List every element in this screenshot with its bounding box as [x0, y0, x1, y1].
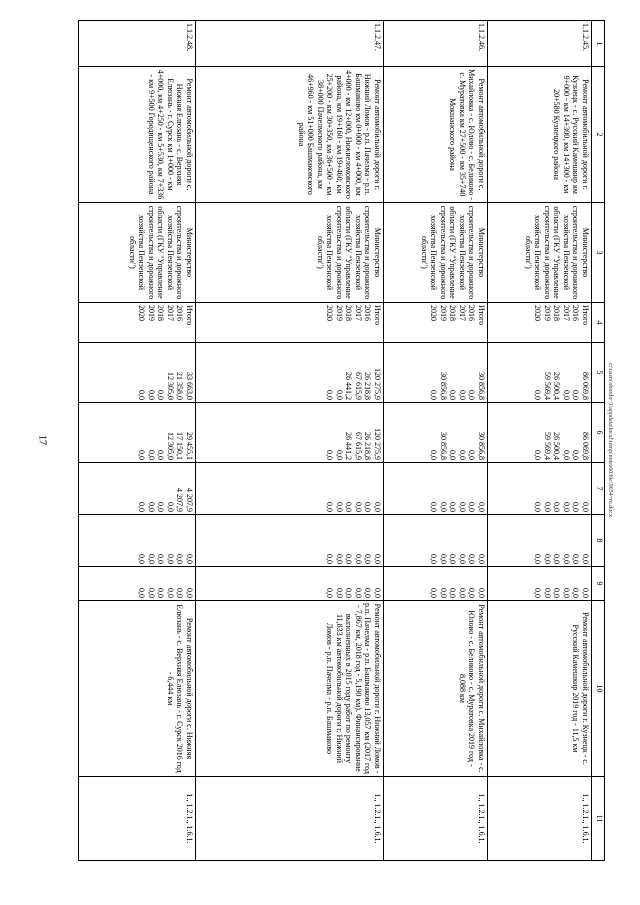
total-amount-value: 26 441,2: [344, 372, 354, 400]
total-amount: [384, 343, 488, 403]
local-budget-value: 0,0: [335, 554, 344, 564]
federal-budget: [196, 463, 384, 515]
federal-budget: [384, 463, 488, 515]
year-value: 2016: [175, 305, 185, 321]
year-value: Итого: [477, 305, 486, 326]
other-sources-value: 0,0: [373, 588, 382, 598]
col-header-5: 5: [592, 343, 605, 403]
expected-result: Ремонт автомобильной дороги г. Кузнецк - с. Русский Камешкир 2019 год - 11,5 км: [488, 601, 592, 777]
regional-budget-value: 67 615,9: [354, 432, 363, 460]
total-amount-value: 0,0: [533, 390, 543, 400]
expected-result: Ремонт автомобильной дороги г. Нижний Ломов - р.п. Пачелма - р.п. Башмаково 13,057 км (2017 год - 7,867 км, 2018 год - 5,190 км). Финансирование выполненных в 2015 году работ по ремонту 11,833 км автомобильной дороги г. Нижний Ломов - р.п. Пачелма - р.п. Башмаково: [196, 601, 384, 777]
local-budget-value: 0,0: [185, 554, 194, 564]
total-amount-value: 86 069,8: [581, 372, 590, 400]
federal-budget-value: 4 207,9: [175, 488, 185, 512]
federal-budget-value: 0,0: [533, 502, 543, 512]
federal-budget-value: 0,0: [562, 502, 571, 512]
local-budget-value: 0,0: [571, 554, 581, 564]
local-budget-value: 0,0: [581, 554, 590, 564]
year-value: 2019: [543, 305, 552, 321]
regional-budget-value: 0,0: [156, 450, 166, 460]
other-sources: [196, 567, 384, 601]
federal-budget: [79, 463, 196, 515]
total-amount-value: 0,0: [571, 390, 581, 400]
regional-budget-value: 0,0: [562, 450, 571, 460]
year: [488, 303, 592, 343]
customer: Министерство строительства и дорожного хозяйства Пензенской области (ГКУ "Управление строительства и дорожного хозяйства Пензенской области"): [488, 203, 592, 303]
federal-budget-value: 0,0: [325, 502, 335, 512]
total-amount-value: 120 275,9: [373, 368, 382, 400]
year-value: 2019: [335, 305, 344, 321]
regional-budget-value: 0,0: [448, 450, 458, 460]
table-row: [488, 21, 592, 861]
local-budget-value: 0,0: [439, 554, 448, 564]
regional-budget-value: 0,0: [467, 450, 477, 460]
table-row: [196, 21, 384, 861]
year-value: 2017: [562, 305, 571, 321]
other-sources-value: 0,0: [543, 588, 552, 598]
federal-budget-value: 4 207,9: [185, 488, 194, 512]
expected-result: Ремонт автомобильной дороги с. Нижняя Елюзань - с. Верхняя Елюзань - г. Сурск 2016 год - 6,444 км: [79, 601, 196, 777]
federal-budget-value: 0,0: [448, 502, 458, 512]
total-amount-value: 0,0: [147, 390, 156, 400]
other-sources-value: 0,0: [363, 588, 373, 598]
total-amount-value: 0,0: [137, 390, 147, 400]
year-value: 2020: [533, 305, 543, 321]
other-sources-value: 0,0: [147, 588, 156, 598]
regional-budget-value: 0,0: [533, 450, 543, 460]
col-header-2: 2: [592, 67, 605, 203]
federal-budget-value: 0,0: [552, 502, 562, 512]
year-value: 2019: [147, 305, 156, 321]
total-amount-value: 0,0: [325, 390, 335, 400]
table-row: [79, 21, 196, 861]
other-sources-value: 0,0: [477, 588, 486, 598]
other-sources-value: 0,0: [552, 588, 562, 598]
federal-budget-value: 0,0: [429, 502, 439, 512]
regional-budget-value: 0,0: [137, 450, 147, 460]
col-header-8: 8: [592, 515, 605, 567]
regional-budget: [384, 403, 488, 463]
total-amount-value: 12 305,0: [166, 372, 175, 400]
year-value: 2020: [429, 305, 439, 321]
local-budget: [79, 515, 196, 567]
footer-path: c:\users\sbordo~1\appdata\local\temp\notes6030c\9654~ru.docx: [607, 363, 613, 517]
other-sources-value: 0,0: [175, 588, 185, 598]
year-value: 2016: [363, 305, 373, 321]
total-amount-value: 21 358,0: [175, 372, 185, 400]
year-value: 2017: [166, 305, 175, 321]
other-sources-value: 0,0: [156, 588, 166, 598]
federal-budget-value: 0,0: [354, 502, 363, 512]
table-row: [384, 21, 488, 861]
other-sources-value: 0,0: [562, 588, 571, 598]
regional-budget-value: 120 275,9: [373, 428, 382, 460]
row-id: 1.1.2.47.: [196, 21, 384, 67]
year-value: 2018: [448, 305, 458, 321]
total-amount-value: 0,0: [467, 390, 477, 400]
local-budget: [488, 515, 592, 567]
year: [79, 303, 196, 343]
year-value: 2018: [344, 305, 354, 321]
local-budget-value: 0,0: [448, 554, 458, 564]
local-budget-value: 0,0: [156, 554, 166, 564]
regional-budget-value: 0,0: [335, 450, 344, 460]
other-sources-value: 0,0: [166, 588, 175, 598]
federal-budget-value: 0,0: [571, 502, 581, 512]
year-value: Итого: [581, 305, 590, 326]
federal-budget-value: 0,0: [147, 502, 156, 512]
expected-result: Ремонт автомобильной дороги с. Михайловка - с. Юлово - с. Беликово - с. Муратовка 2019 год - 8,088 км: [384, 601, 488, 777]
regional-budget-value: 0,0: [458, 450, 467, 460]
federal-budget-value: 0,0: [137, 502, 147, 512]
federal-budget-value: 0,0: [166, 502, 175, 512]
year-value: 2017: [354, 305, 363, 321]
regional-budget: [488, 403, 592, 463]
year-value: 2020: [325, 305, 335, 321]
activity-name: Ремонт автомобильной дороги г. Нижний Ломов - р.п. Пачелма - р.п. Башмаково км 0+000 - км 4+000, км 4+000 - км 12+000, Нижнеломовского района, км 19+160 - км 19+460, км 25+200 - км 30+350, км 36+500 - км 38+000 Пачелмского района, км 46+960 - км 51+000 Башмаковского района: [196, 67, 384, 203]
local-budget-value: 0,0: [533, 554, 543, 564]
indicators: 1., 1.2.1., 1.6.1.: [196, 777, 384, 861]
total-amount-value: 33 663,0: [185, 372, 194, 400]
other-sources: [384, 567, 488, 601]
other-sources-value: 0,0: [533, 588, 543, 598]
federal-budget-value: 0,0: [335, 502, 344, 512]
other-sources-value: 0,0: [581, 588, 590, 598]
total-amount-value: 0,0: [458, 390, 467, 400]
table-body: [79, 21, 592, 861]
federal-budget-value: 0,0: [363, 502, 373, 512]
local-budget-value: 0,0: [175, 554, 185, 564]
header-row: [592, 21, 605, 861]
regional-budget-value: 29 455,1: [185, 432, 194, 460]
col-header-10: 10: [592, 601, 605, 777]
federal-budget-value: 0,0: [439, 502, 448, 512]
other-sources-value: 0,0: [137, 588, 147, 598]
regional-budget: [79, 403, 196, 463]
customer: Министерство строительства и дорожного хозяйства Пензенской области (ГКУ "Управление строительства и дорожного хозяйства Пензенской области"): [384, 203, 488, 303]
total-amount-value: 0,0: [448, 390, 458, 400]
local-budget-value: 0,0: [166, 554, 175, 564]
col-header-7: 7: [592, 463, 605, 515]
other-sources-value: 0,0: [185, 588, 194, 598]
year-value: 2016: [467, 305, 477, 321]
other-sources-value: 0,0: [344, 588, 354, 598]
regional-budget-value: 0,0: [571, 450, 581, 460]
customer: Министерство строительства и дорожного хозяйства Пензенской области (ГКУ "Управление строительства и дорожного хозяйства Пензенской области"): [79, 203, 196, 303]
other-sources-value: 0,0: [429, 588, 439, 598]
local-budget-value: 0,0: [467, 554, 477, 564]
year-value: 2020: [137, 305, 147, 321]
col-header-3: 3: [592, 203, 605, 303]
col-header-4: 4: [592, 303, 605, 343]
other-sources-value: 0,0: [325, 588, 335, 598]
regional-budget-value: 0,0: [429, 450, 439, 460]
regional-budget: [196, 403, 384, 463]
total-amount-value: 0,0: [156, 390, 166, 400]
total-amount-value: 30 856,8: [439, 372, 448, 400]
program-table: [78, 20, 605, 861]
indicators: 1., 1.2.1., 1.6.1.: [79, 777, 196, 861]
year-value: 2018: [552, 305, 562, 321]
col-header-1: 1: [592, 21, 605, 67]
local-budget-value: 0,0: [543, 554, 552, 564]
year-value: 2019: [439, 305, 448, 321]
federal-budget-value: 0,0: [543, 502, 552, 512]
local-budget-value: 0,0: [344, 554, 354, 564]
regional-budget-value: 86 069,8: [581, 432, 590, 460]
total-amount-value: 30 856,8: [477, 372, 486, 400]
federal-budget-value: 0,0: [458, 502, 467, 512]
federal-budget-value: 0,0: [477, 502, 486, 512]
indicators: 1., 1.2.1., 1.6.1.: [384, 777, 488, 861]
local-budget-value: 0,0: [429, 554, 439, 564]
year: [196, 303, 384, 343]
local-budget: [196, 515, 384, 567]
total-amount-value: 26 218,8: [363, 372, 373, 400]
other-sources-value: 0,0: [458, 588, 467, 598]
other-sources-value: 0,0: [467, 588, 477, 598]
total-amount: [79, 343, 196, 403]
col-header-6: 6: [592, 403, 605, 463]
activity-name: Ремонт автомобильной дороги г. Кузнецк - с. Русский Камешкир км 9+000 - км 14+300, км 14+300 - км 20+580 Кузнецкого района: [488, 67, 592, 203]
activity-name: Ремонт автомобильной дороги с. Михайловка - с. Юлово - с. Беликово - с. Муратовка км 27+500 - км 35+740 Мокшанского района: [384, 67, 488, 203]
row-id: 1.1.2.46.: [384, 21, 488, 67]
total-amount-value: 0,0: [335, 390, 344, 400]
local-budget-value: 0,0: [562, 554, 571, 564]
local-budget-value: 0,0: [325, 554, 335, 564]
other-sources-value: 0,0: [571, 588, 581, 598]
local-budget-value: 0,0: [373, 554, 382, 564]
federal-budget-value: 0,0: [156, 502, 166, 512]
total-amount-value: 0,0: [429, 390, 439, 400]
total-amount-value: 67 615,9: [354, 372, 363, 400]
year-value: Итого: [185, 305, 194, 326]
year-value: 2018: [156, 305, 166, 321]
federal-budget-value: 0,0: [581, 502, 590, 512]
regional-budget-value: 26 500,4: [552, 432, 562, 460]
other-sources: [488, 567, 592, 601]
regional-budget-value: 0,0: [325, 450, 335, 460]
total-amount-value: 26 500,4: [552, 372, 562, 400]
regional-budget-value: 30 856,8: [477, 432, 486, 460]
regional-budget-value: 17 150,1: [175, 432, 185, 460]
activity-name: Ремонт автомобильной дороги с. Нижняя Елюзань - с. Верхняя Елюзань - г. Сурск км 1+000 - км 4+000, км 4+250 - км 5+530, км 7+336 - км 9+500 Городищенского района: [79, 67, 196, 203]
other-sources-value: 0,0: [448, 588, 458, 598]
indicators: 1., 1.2.1., 1.6.1.: [488, 777, 592, 861]
page-number: 17: [36, 435, 48, 445]
local-budget-value: 0,0: [458, 554, 467, 564]
year-value: 2016: [571, 305, 581, 321]
total-amount: [488, 343, 592, 403]
regional-budget-value: 12 305,0: [166, 432, 175, 460]
table-frame: [80, 20, 605, 860]
regional-budget-value: 26 441,2: [344, 432, 354, 460]
col-header-11: 11: [592, 777, 605, 861]
local-budget: [384, 515, 488, 567]
federal-budget-value: 0,0: [373, 502, 382, 512]
regional-budget-value: 59 569,4: [543, 432, 552, 460]
year-value: Итого: [373, 305, 382, 326]
regional-budget-value: 30 856,8: [439, 432, 448, 460]
local-budget-value: 0,0: [363, 554, 373, 564]
customer: Министерство строительства и дорожного хозяйства Пензенской области (ГКУ "Управление строительства и дорожного хозяйства Пензенской области"): [196, 203, 384, 303]
other-sources-value: 0,0: [335, 588, 344, 598]
regional-budget-value: 0,0: [147, 450, 156, 460]
local-budget-value: 0,0: [137, 554, 147, 564]
col-header-9: 9: [592, 567, 605, 601]
federal-budget-value: 0,0: [467, 502, 477, 512]
local-budget-value: 0,0: [477, 554, 486, 564]
regional-budget-value: 26 218,8: [363, 432, 373, 460]
federal-budget: [488, 463, 592, 515]
local-budget-value: 0,0: [552, 554, 562, 564]
total-amount: [196, 343, 384, 403]
local-budget-value: 0,0: [354, 554, 363, 564]
table-rotated: [80, 20, 605, 860]
other-sources: [79, 567, 196, 601]
other-sources-value: 0,0: [439, 588, 448, 598]
total-amount-value: 59 569,4: [543, 372, 552, 400]
row-id: 1.1.2.48.: [79, 21, 196, 67]
federal-budget-value: 0,0: [344, 502, 354, 512]
row-id: 1.1.2.45.: [488, 21, 592, 67]
local-budget-value: 0,0: [147, 554, 156, 564]
year: [384, 303, 488, 343]
other-sources-value: 0,0: [354, 588, 363, 598]
year-value: 2017: [458, 305, 467, 321]
total-amount-value: 0,0: [562, 390, 571, 400]
